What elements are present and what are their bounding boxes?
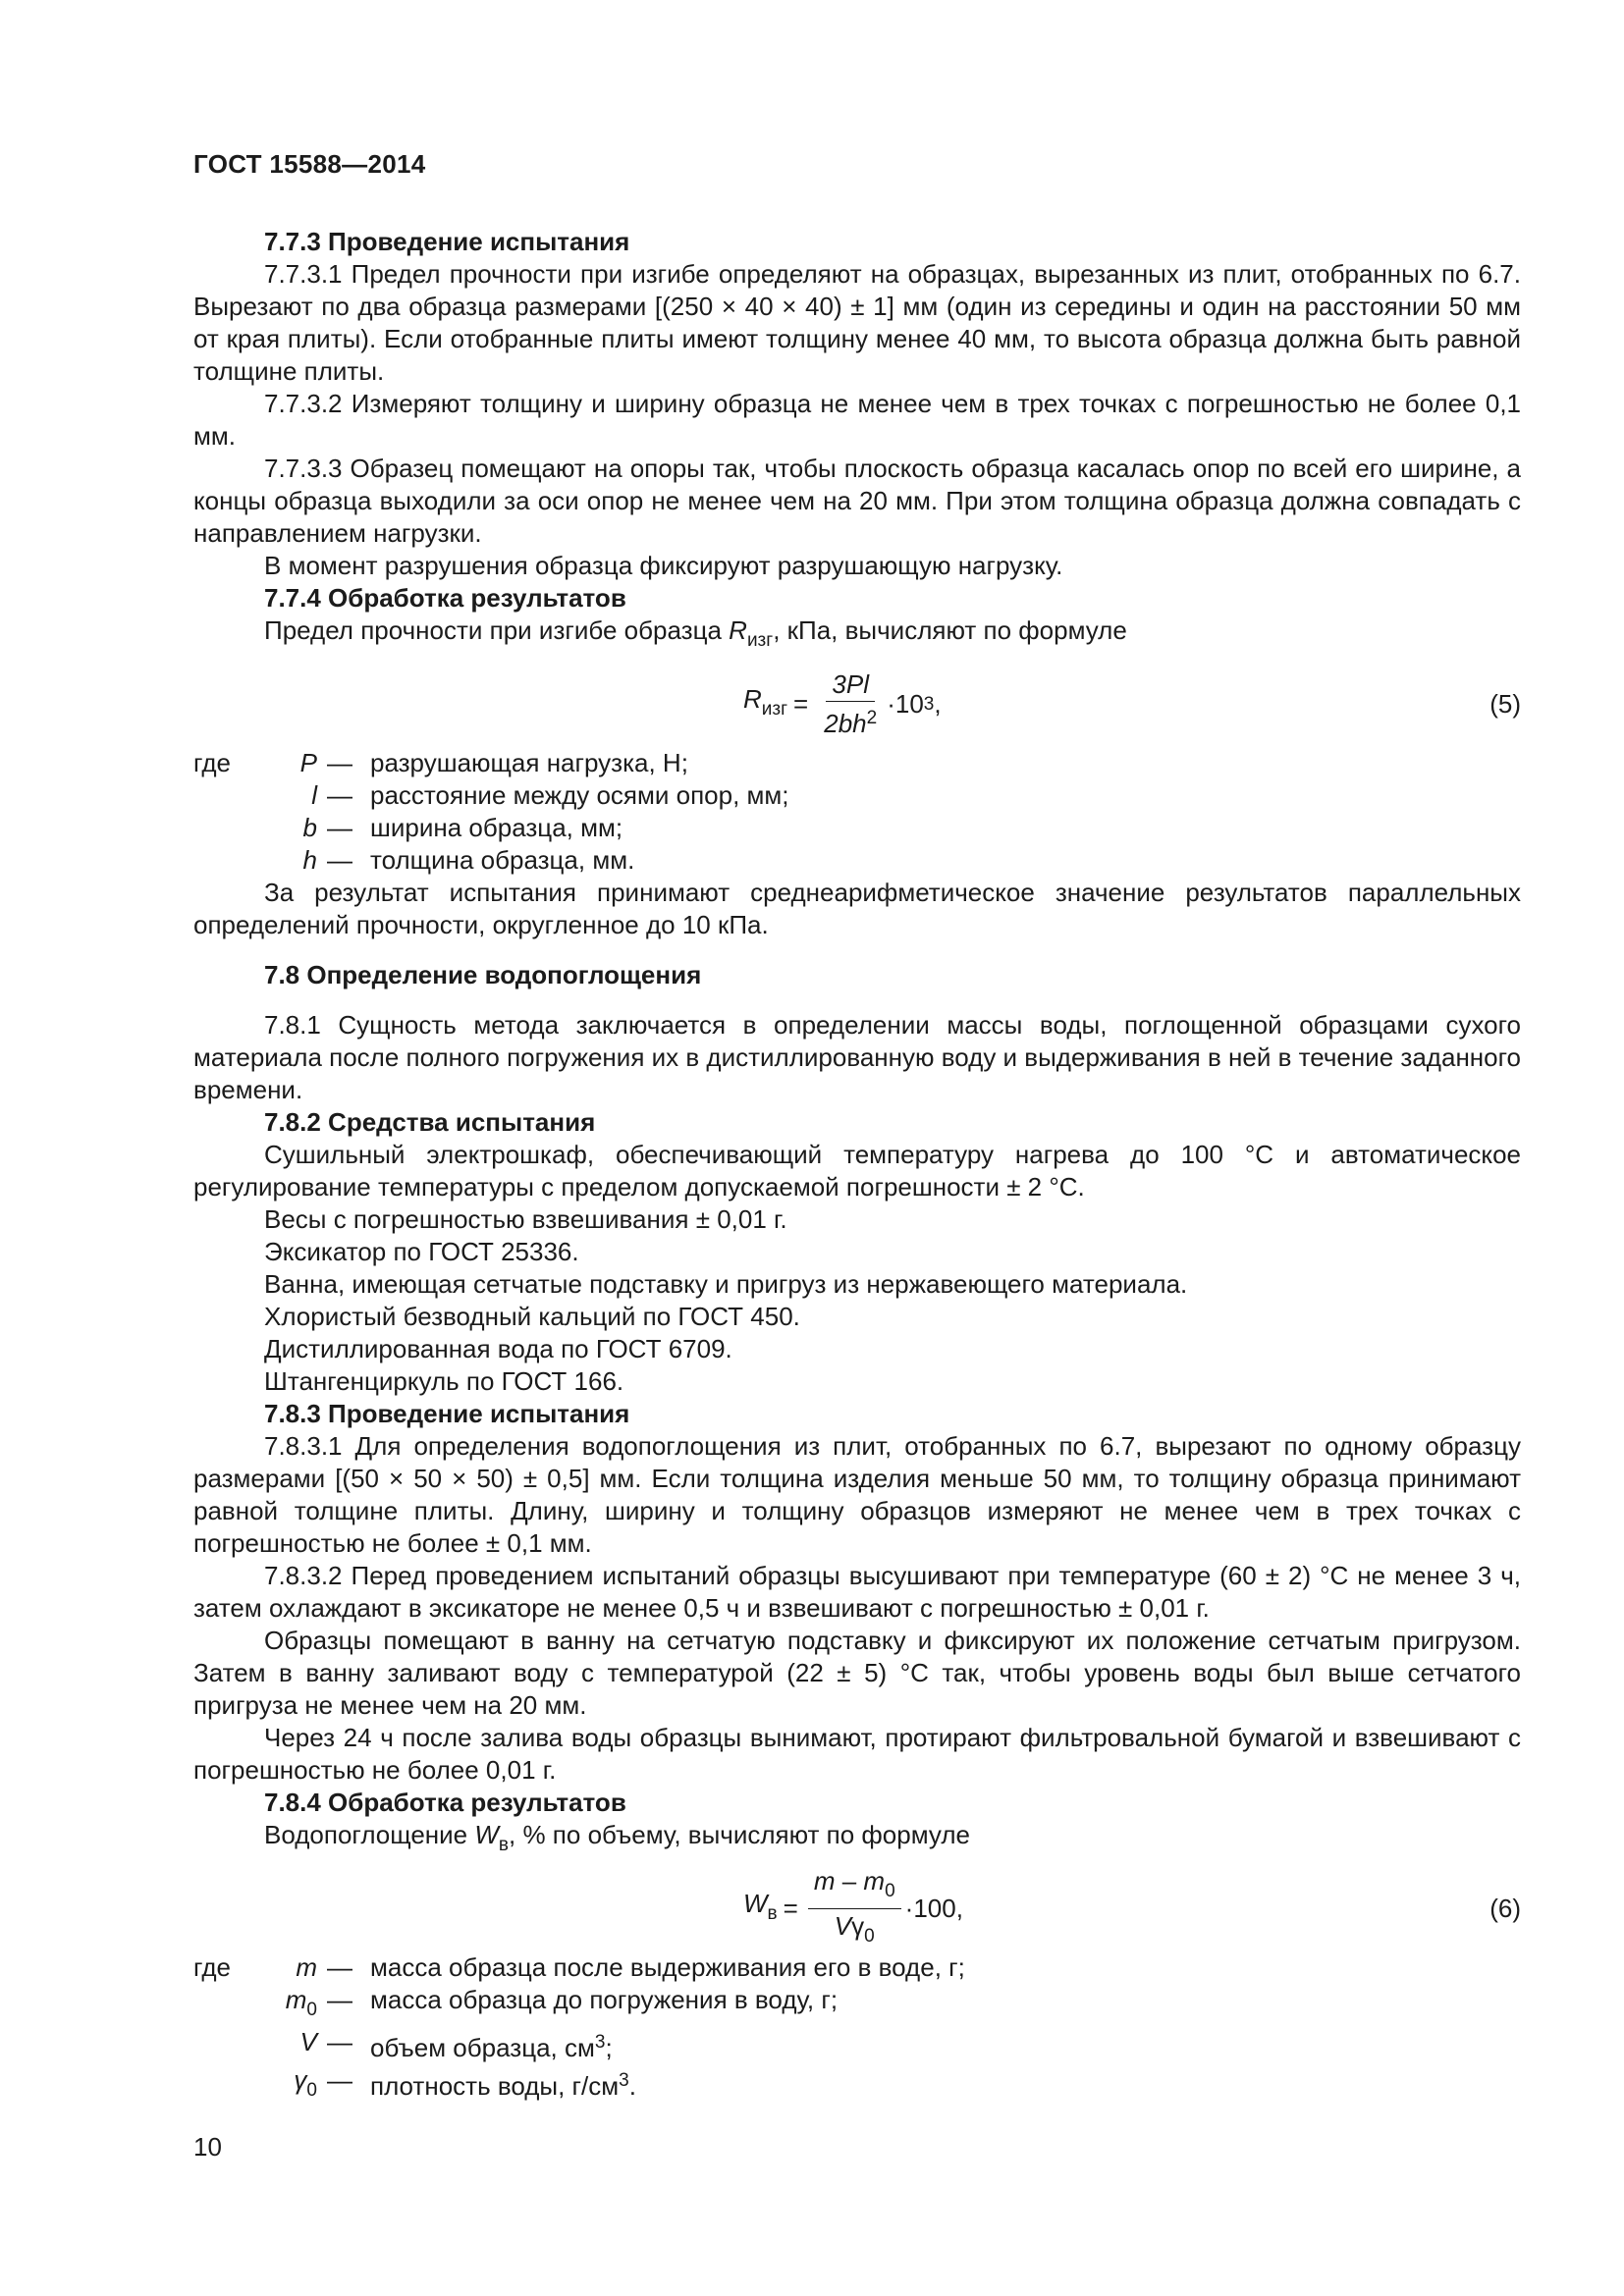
section-7-8-3-title: 7.8.3 Проведение испытания [264,1399,630,1428]
definition-symbol: $m_0$ [285,1985,317,2020]
definition-text: масса образца до погружения в воду, г; [370,1985,839,2014]
paragraph-7-7-3-1: 7.7.3.1 Предел прочности при изгибе определяют на образцах, вырезанных из плит, отобранных по 6.7. Вырезают по два образца размерами [(250 × 40 × 40) ± 1] мм (один из середины и один на расстоянии 50 мм от края плиты). Если отобранные плиты имеют толщину менее 40 мм, то высота образца должна быть равной толщине плиты. [193,259,1521,386]
section-7-8-title: 7.8 Определение водопоглощения [264,960,702,989]
definition-dash: — [327,780,352,810]
definition-lead [193,844,264,877]
definition-lead [193,2064,264,2107]
definition-dash: — [327,2027,352,2056]
page-number: 10 [193,2132,222,2162]
paragraph-7-8-1: 7.8.1 Сущность метода заключается в определении массы воды, поглощенной образцами сухого материала после полного погружения их в дистиллированную воду и выдерживания в ней в течение заданного времени. [193,1010,1521,1104]
equipment-item: Сушильный электрошкаф, обеспечивающий температуру нагрева до 100 °С и автоматическое регулирование температуры с пределом допускаемой погрешности ± 2 °С. [193,1140,1521,1201]
formula-5 [193,665,1521,743]
paragraph-7-7-3-2: 7.7.3.2 Измеряют толщину и ширину образца не менее чем в трех точках с погрешностью не более 0,1 мм. [193,389,1521,451]
definition-row [193,747,1521,779]
paragraph-result: За результат испытания принимают среднеарифметическое значение результатов параллельных определений прочности, округленное до 10 кПа. [193,878,1521,939]
paragraph-weighing: Через 24 ч после залива воды образцы вынимают, протирают фильтровальной бумагой и взвешивают с погрешностью не более 0,01 г. [193,1723,1521,1785]
paragraph-immersion: Образцы помещают в ванну на сетчатую подставку и фиксируют их положение сетчатым пригрузом. Затем в ванну заливают воду с температурой (22 ± 5) °С так, чтобы уровень воды был выше сетчатого пригруза не менее чем на 20 мм. [193,1626,1521,1720]
definition-text: толщина образца, мм. [370,845,635,875]
document-code-header: ГОСТ 15588—2014 [193,149,426,179]
definition-lead [193,1984,264,2026]
formula-5-intro: Предел прочности при изгибе образца $R_{изг}$, кПа, вычисляют по формуле [264,615,1127,651]
formula-5-fraction: $\frac{3Pl}{2bh^2}$ [824,669,878,738]
definition-text: разрушающая нагрузка, Н; [370,748,688,777]
formula-6 [193,1865,1521,1948]
definition-dash: — [327,845,352,875]
definition-symbol: b [302,813,317,842]
definition-text: масса образца после выдерживания его в воде, г; [370,1952,965,1982]
definition-row [193,1951,1521,1984]
definition-row [193,812,1521,844]
definition-lead: где [193,748,231,777]
paragraph-7-8-3-2: 7.8.3.2 Перед проведением испытаний образцы высушивают при температуре (60 ± 2) °С не менее 3 ч, затем охлаждают в эксикаторе не менее 0,5 ч и взвешивают с погрешностью ± 0,01 г. [193,1561,1521,1623]
definition-dash: — [327,1952,352,1982]
formula-6-intro: Водопоглощение $W_в$, % по объему, вычисляют по формуле [264,1820,970,1855]
definition-text: плотность воды, $г/см^3$. [370,2070,636,2101]
definition-symbol: $\gamma_0$ [294,2065,317,2101]
definition-row [193,844,1521,877]
formula-6-fraction: $\frac{m - m_0}{V\gamma_0}$ [808,1866,901,1951]
formula-6-expression: $W_в$ = $\frac{m - m_0}{V\gamma_0}$ ·100 , [743,1869,963,1948]
formula-6-legend [193,1951,1521,2107]
equipment-item: Штангенциркуль по ГОСТ 166. [264,1366,624,1396]
definition-symbol: m [296,1952,317,1982]
formula-5-number: (5) [1489,689,1521,719]
definition-symbol: h [302,845,317,875]
paragraph-failure-load: В момент разрушения образца фиксируют разрушающую нагрузку. [264,551,1063,580]
equipment-item: Хлористый безводный кальций по ГОСТ 450. [264,1302,800,1331]
definition-dash: — [327,2065,352,2095]
definition-lead: где [193,1952,231,1982]
section-7-8-2-title: 7.8.2 Средства испытания [264,1107,596,1137]
definition-lead [193,2026,264,2064]
definition-text: ширина образца, мм; [370,813,623,842]
definition-row [193,2064,1521,2107]
definition-symbol: P [299,748,317,777]
section-7-7-4-title: 7.7.4 Обработка результатов [264,583,626,613]
definition-symbol: V [299,2027,317,2056]
definition-dash: — [327,748,352,777]
definition-text: расстояние между осями опор, мм; [370,780,789,810]
definition-symbol: l [311,780,317,810]
formula-5-legend [193,747,1521,877]
equipment-item: Весы с погрешностью взвешивания ± 0,01 г. [264,1204,787,1234]
section-7-7-3-title: 7.7.3 Проведение испытания [264,227,630,256]
equipment-item: Дистиллированная вода по ГОСТ 6709. [264,1334,732,1363]
definition-row [193,1984,1521,2026]
definition-lead [193,779,264,812]
paragraph-7-7-3-3: 7.7.3.3 Образец помещают на опоры так, чтобы плоскость образца касалась опор по всей его ширине, а концы образца выходили за оси опор не менее чем на 20 мм. При этом толщина образца должна совпадать с направлением нагрузки. [193,454,1521,548]
paragraph-7-8-3-1: 7.8.3.1 Для определения водопоглощения из плит, отобранных по 6.7, вырезают по одному образцу размерами [(50 × 50 × 50) ± 0,5] мм. Если толщина изделия меньше 50 мм, то толщину образца принимают равной толщине плиты. Длину, ширину и толщину образцов измеряют не менее чем в трех точках с погрешностью не более ± 0,1 мм. [193,1431,1521,1558]
definition-dash: — [327,1985,352,2014]
definition-row [193,779,1521,812]
definition-lead [193,812,264,844]
section-7-8-4-title: 7.8.4 Обработка результатов [264,1788,626,1817]
definition-row [193,2026,1521,2064]
definition-dash: — [327,813,352,842]
formula-5-expression: $R_{изг}$ = $\frac{3Pl}{2bh^2}$ ·10 3 , [743,669,942,738]
formula-6-number: (6) [1489,1894,1521,1923]
definition-text: объем образца, $см^3$; [370,2032,613,2062]
page-body [193,226,1521,2107]
equipment-item: Эксикатор по ГОСТ 25336. [264,1237,579,1266]
equipment-item: Ванна, имеющая сетчатые подставку и пригруз из нержавеющего материала. [264,1269,1188,1299]
